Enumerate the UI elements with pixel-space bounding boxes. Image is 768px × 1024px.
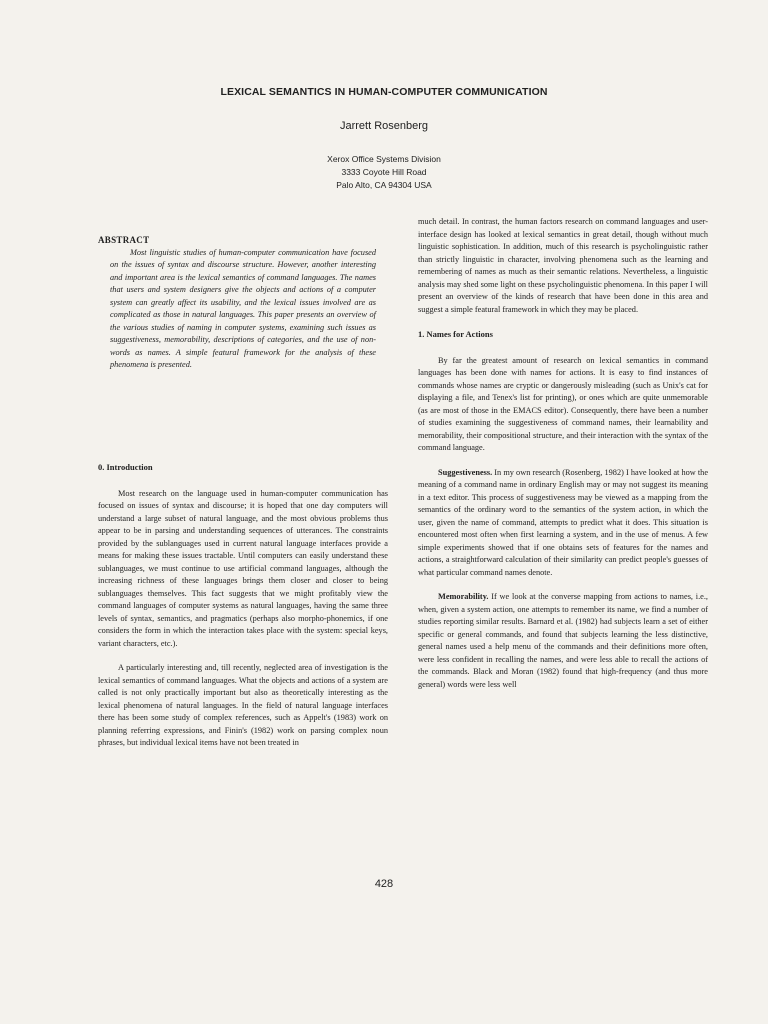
memorability-paragraph xyxy=(418,591,708,691)
right-column xyxy=(418,216,708,691)
left-column xyxy=(98,234,388,372)
body-paragraph: much detail. In contrast, the human factors research on command languages and user-interface design has looked at lexical semantics in great detail, though without much linguistic sophistication. In addition, much of this research is psycholinguistic rather than strictly linguistic in character, involving phenomena such as the learning and remembering of names as much as their semantic relations. Nevertheless, a linguistic analysis may shed some light on these psycholinguistic phenomena. In this paper I will present an overview of the kinds of research that have been done in this area and suggest a simple featural framework in which they may be placed. xyxy=(418,217,708,314)
paragraph-lead: Suggestiveness. xyxy=(438,467,493,477)
affiliation-line: Palo Alto, CA 94304 USA xyxy=(336,180,432,190)
section-heading-introduction: 0. Introduction xyxy=(98,462,153,472)
page-number: 428 xyxy=(374,878,394,890)
intro-paragraph: Most research on the language used in human-computer communication has focused on issues of syntax and discourse; it is hoped that one day computers will understand a large subset of natural language, and the most obvious problems thus appear to be in parsing and understanding sequences of utterances. The constraints provided by the sublanguages used in current natural language interfaces provide a means for making these issues tractable. Until computers can easily understand these sublanguages, we must continue to use artificial command languages, although the increasing richness of these languages brings them closer and closer to being sublanguages themselves. This fact suggests that we might profitably view the command languages of computer systems as natural languages, having the same three levels of syntax, semantics, and pragmatics (perhaps also morpho-phonemics, if one considers the form in which the interaction takes place with the system: special keys, variant characters, etc.). xyxy=(98,488,388,648)
paragraph-lead: Memorability. xyxy=(438,592,489,601)
section-heading-names-for-actions: 1. Names for Actions xyxy=(418,329,493,339)
affiliation-line: Xerox Office Systems Division xyxy=(327,154,441,164)
introduction-section xyxy=(98,461,388,750)
abstract-heading: ABSTRACT xyxy=(98,235,150,245)
author-name: Jarrett Rosenberg xyxy=(339,120,429,132)
affiliation-line: 3333 Coyote Hill Road xyxy=(341,167,427,177)
abstract-text: Most linguistic studies of human-computer communication have focused on the issues of syntax and discourse structure. However, another interesting and important area is the lexical semantics of command languages. The names that users and system designers give the objects and actions of a computer system can greatly affect its usability, and the lexical issues involved are as complicated as those in natural languages. This paper presents an overview of the various studies of naming in computer systems, examining such issues as suggestiveness, memorability, descriptions of categories, and the use of non-words as names. A simple featural framework for the analysis of these phenomena is presented. xyxy=(110,247,376,369)
suggestiveness-paragraph xyxy=(418,467,708,580)
paragraph-text: In my own research (Rosenberg, 1982) I have looked at how the meaning of a command name in ordinary English may or may not suggest its meaning in a text editor. This process of suggestiveness may be viewed as a mapping from the semantics of the ordinary word to the semantics of the system action, in which the user, given the name of command, attempts to predict what it does. This situation is encountered most often when first learning a system, and in the use of menus. A few simple experiments showed that if one obtains sets of features for the names and actions, a straightforward calculation of their similarity can predict people's guesses of what particular command names denote. xyxy=(418,467,708,577)
intro-paragraph: A particularly interesting and, till recently, neglected area of investigation is the lexical semantics of command languages. What the objects and actions of a system are called is not only practically important but also as theoretically interesting as the lexical phenomena of natural languages. In the field of natural language interfaces there has been some study of complex references, such as Appelt's (1983) work on planning referring expressions, and Finin's (1982) work on parsing complex noun phrases, but individual lexical items have not been treated in xyxy=(98,663,388,747)
affiliation-block xyxy=(0,153,768,192)
body-paragraph: By far the greatest amount of research on lexical semantics in command languages has been done with names for actions. It is easy to find instances of commands whose names are cryptic or dangerously misleading (such as Unix's cat for displaying a file, and Tenex's list for printing), or ones which are quite unmemorable (as are most of those in the EMACS editor). Consequently, there have been a number of studies examining the suggestiveness of command names, their learnability and memorability, their compositional structure, and their interaction with the syntax of the command language. xyxy=(418,355,708,452)
paper-title: LEXICAL SEMANTICS IN HUMAN-COMPUTER COMMUNICATION xyxy=(220,86,548,98)
paragraph-text: If we look at the converse mapping from actions to names, i.e., when, given a system action, one attempts to remember its name, we find a number of studies reporting similar results. Barnard et al. (1982) had subjects learn a set of either specific or general commands, and found that subjects learning the less distinctive, general names used a help menu of the commands and their definitions more often, were less confident in recalling the names, and were less able to recall the actions of the commands. Black and Moran (1982) found that high-frequency (and thus more general) words were less well xyxy=(418,592,708,689)
